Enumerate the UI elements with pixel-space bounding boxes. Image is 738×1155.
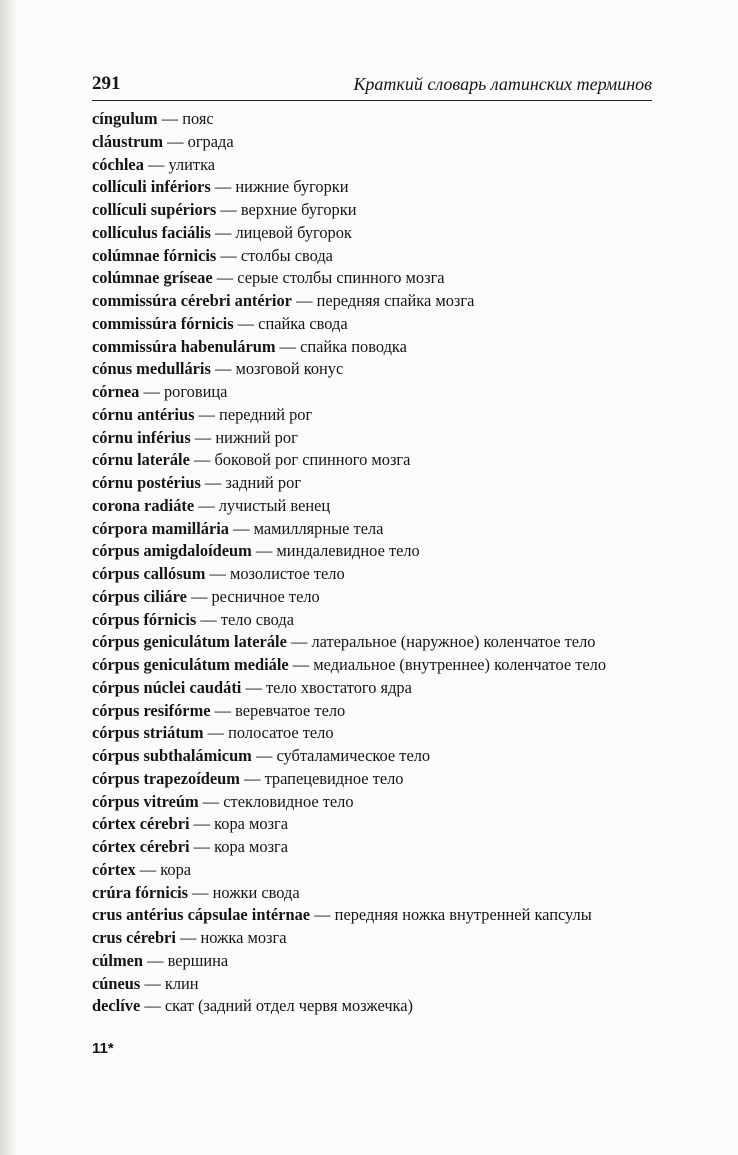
dictionary-entry — [92, 427, 652, 450]
dictionary-entry — [92, 245, 652, 268]
separator: — — [210, 700, 236, 720]
russian-gloss: столбы свода — [240, 245, 333, 265]
separator: — — [239, 768, 265, 788]
dictionary-entry — [92, 700, 652, 723]
dictionary-entry — [92, 336, 652, 359]
russian-gloss: роговица — [163, 382, 228, 401]
separator: — — [186, 586, 212, 606]
page-number: 291 — [92, 73, 121, 94]
russian-gloss: субталамическое тело — [276, 746, 431, 765]
separator: — — [175, 928, 201, 947]
dictionary-entry — [92, 859, 652, 882]
latin-term: córpus vitreúm — [92, 791, 199, 811]
russian-gloss: лучистый венец — [218, 495, 331, 515]
latin-term: córnu postérius — [92, 473, 201, 492]
russian-gloss: лицевой бугорок — [235, 222, 352, 242]
dictionary-entry — [92, 154, 652, 177]
separator: — — [286, 632, 312, 652]
dictionary-entry — [92, 176, 652, 199]
latin-term: córnu inférius — [92, 427, 191, 447]
separator: — — [233, 313, 259, 333]
russian-gloss: ресничное тело — [211, 586, 320, 606]
russian-gloss: спайка свода — [258, 313, 348, 333]
page-header — [92, 70, 652, 100]
separator: — — [189, 837, 215, 856]
separator: — — [190, 427, 216, 447]
latin-term: córnea — [92, 382, 140, 401]
latin-term: declíve — [92, 996, 141, 1016]
separator: — — [210, 222, 236, 242]
latin-term: córpus ciliáre — [92, 586, 187, 606]
russian-gloss: улитка — [168, 154, 216, 174]
russian-gloss: тело хвостатого ядра — [265, 677, 412, 697]
russian-gloss: клин — [164, 973, 199, 993]
russian-gloss: веревчатое тело — [235, 700, 346, 720]
latin-term: commissúra habenulárum — [92, 336, 276, 356]
latin-term: cúneus — [92, 973, 141, 993]
russian-gloss: мамиллярные тела — [253, 518, 384, 538]
russian-gloss: передняя спайка мозга — [316, 291, 475, 310]
dictionary-entry — [92, 882, 652, 905]
dictionary-entry — [92, 449, 652, 472]
latin-term: cíngulum — [92, 109, 158, 128]
latin-term: cóchlea — [92, 154, 144, 174]
separator: — — [241, 677, 266, 697]
latin-term: córnu laterále — [92, 450, 190, 470]
separator: — — [288, 655, 314, 674]
latin-term: corona radiáte — [92, 495, 195, 515]
russian-gloss: медиальное (внутреннее) коленчатое тело — [313, 655, 607, 674]
dictionary-entry — [92, 813, 652, 836]
separator: — — [198, 791, 224, 811]
dictionary-entry — [92, 131, 652, 154]
latin-term: córtex cérebri — [92, 837, 190, 856]
dictionary-entry — [92, 518, 652, 541]
latin-term: collículi inférіors — [92, 177, 211, 197]
russian-gloss: задний рог — [225, 473, 302, 492]
dictionary-entry — [92, 540, 652, 563]
separator: — — [194, 404, 220, 424]
latin-term: córpus callósum — [92, 564, 206, 583]
russian-gloss: вершина — [167, 950, 229, 970]
dictionary-entry — [92, 609, 652, 632]
separator: — — [291, 291, 317, 310]
russian-gloss: серые столбы спинного мозга — [237, 268, 445, 288]
separator: — — [135, 859, 161, 879]
separator: — — [194, 495, 219, 515]
russian-gloss: нижние бугорки — [235, 177, 349, 197]
signature-mark: 11* — [92, 1040, 114, 1057]
latin-term: collículus faciális — [92, 222, 211, 242]
latin-term: córpus amigdaloídeum — [92, 541, 252, 561]
russian-gloss: ножки свода — [212, 882, 300, 902]
separator: — — [188, 882, 213, 902]
separator: — — [189, 450, 215, 470]
dictionary-entry — [92, 108, 652, 131]
latin-term: commissúra cérebri antérior — [92, 291, 292, 310]
russian-gloss: мозолистое тело — [229, 564, 345, 583]
dictionary-entry — [92, 586, 652, 609]
russian-gloss: латеральное (наружное) коленчатое тело — [311, 632, 596, 652]
dictionary-entry — [92, 973, 652, 996]
dictionary-entry — [92, 927, 652, 950]
latin-term: córtex cérebri — [92, 814, 190, 834]
separator: — — [140, 996, 165, 1016]
russian-gloss: передняя ножка внутренней капсулы — [334, 905, 592, 925]
dictionary-entry — [92, 631, 652, 654]
latin-term: crus antérius cápsulae intérnae — [92, 905, 311, 925]
separator: — — [140, 973, 165, 993]
latin-term: cónus medulláris — [92, 359, 211, 379]
dictionary-entries — [92, 108, 652, 1018]
latin-term: córpus núclei caudáti — [92, 677, 242, 697]
dictionary-entry — [92, 381, 652, 404]
russian-gloss: кора мозга — [214, 814, 289, 834]
russian-gloss: кора мозга — [214, 837, 289, 856]
separator: — — [251, 746, 277, 765]
separator: — — [212, 268, 238, 288]
latin-term: córpus subthalámicum — [92, 746, 252, 765]
separator: — — [229, 518, 254, 538]
latin-term: colúmnae gríseae — [92, 268, 213, 288]
dictionary-entry — [92, 358, 652, 381]
russian-gloss: скат (задний отдел червя мозжечка) — [164, 996, 414, 1016]
latin-term: crus cérebri — [92, 928, 176, 947]
dictionary-entry — [92, 563, 652, 586]
dictionary-entry — [92, 904, 652, 927]
russian-gloss: нижний рог — [215, 427, 298, 447]
dictionary-entry — [92, 836, 652, 859]
dictionary-entry — [92, 199, 652, 222]
separator: — — [203, 723, 229, 743]
separator: — — [196, 609, 221, 629]
dictionary-entry — [92, 267, 652, 290]
running-title: Краткий словарь латинских терминов — [353, 74, 652, 94]
separator: — — [216, 200, 241, 219]
latin-term: córpus striátum — [92, 723, 204, 743]
separator: — — [205, 564, 230, 583]
russian-gloss: верхние бугорки — [240, 200, 357, 219]
russian-gloss: спайка поводка — [300, 336, 407, 356]
latin-term: córpus fórnicis — [92, 609, 197, 629]
dictionary-entry — [92, 495, 652, 518]
dictionary-entry — [92, 313, 652, 336]
dictionary-entry — [92, 404, 652, 427]
dictionary-entry — [92, 745, 652, 768]
russian-gloss: трапецевидное тело — [264, 768, 404, 788]
russian-gloss: боковой рог спинного мозга — [214, 450, 411, 470]
latin-term: commissúra fórnicis — [92, 313, 234, 333]
latin-term: córpus geniculátum laterále — [92, 632, 287, 652]
latin-term: cláustrum — [92, 131, 164, 151]
latin-term: colúmnae fórnicis — [92, 245, 217, 265]
dictionary-entry — [92, 654, 652, 677]
separator: — — [210, 177, 236, 197]
russian-gloss: полосатое тело — [228, 723, 334, 743]
latin-term: córnu antérius — [92, 404, 195, 424]
separator: — — [157, 109, 183, 128]
russian-gloss: стекловидное тело — [223, 791, 354, 811]
separator: — — [216, 245, 241, 265]
separator: — — [210, 359, 236, 379]
latin-term: crúra fórnicis — [92, 882, 189, 902]
russian-gloss: передний рог — [219, 404, 313, 424]
latin-term: córtex — [92, 859, 136, 879]
latin-term: córpus geniculátum mediále — [92, 655, 289, 674]
dictionary-entry — [92, 222, 652, 245]
russian-gloss: ограда — [187, 131, 234, 151]
separator: — — [143, 154, 169, 174]
separator: — — [310, 905, 335, 925]
dictionary-entry — [92, 950, 652, 973]
dictionary-entry — [92, 290, 652, 313]
latin-term: cúlmen — [92, 950, 143, 970]
dictionary-entry — [92, 472, 652, 495]
latin-term: córpus resifórme — [92, 700, 211, 720]
latin-term: córpus trapezoídeum — [92, 768, 240, 788]
separator: — — [189, 814, 215, 834]
latin-term: collículi supériors — [92, 200, 217, 219]
russian-gloss: тело свода — [220, 609, 295, 629]
separator: — — [139, 382, 164, 401]
russian-gloss: миндалевидное тело — [276, 541, 420, 561]
separator: — — [275, 336, 301, 356]
russian-gloss: мозговой конус — [235, 359, 344, 379]
russian-gloss: ножка мозга — [200, 928, 287, 947]
header-rule — [92, 100, 652, 101]
dictionary-entry — [92, 995, 652, 1018]
latin-term: córpora mamillária — [92, 518, 230, 538]
page-gutter-shadow — [0, 0, 18, 1155]
dictionary-entry — [92, 791, 652, 814]
separator: — — [143, 950, 168, 970]
separator: — — [163, 131, 188, 151]
russian-gloss: кора — [160, 859, 192, 879]
separator: — — [200, 473, 226, 492]
dictionary-entry — [92, 768, 652, 791]
dictionary-entry — [92, 722, 652, 745]
dictionary-entry — [92, 677, 652, 700]
russian-gloss: пояс — [182, 109, 214, 128]
separator: — — [251, 541, 277, 561]
